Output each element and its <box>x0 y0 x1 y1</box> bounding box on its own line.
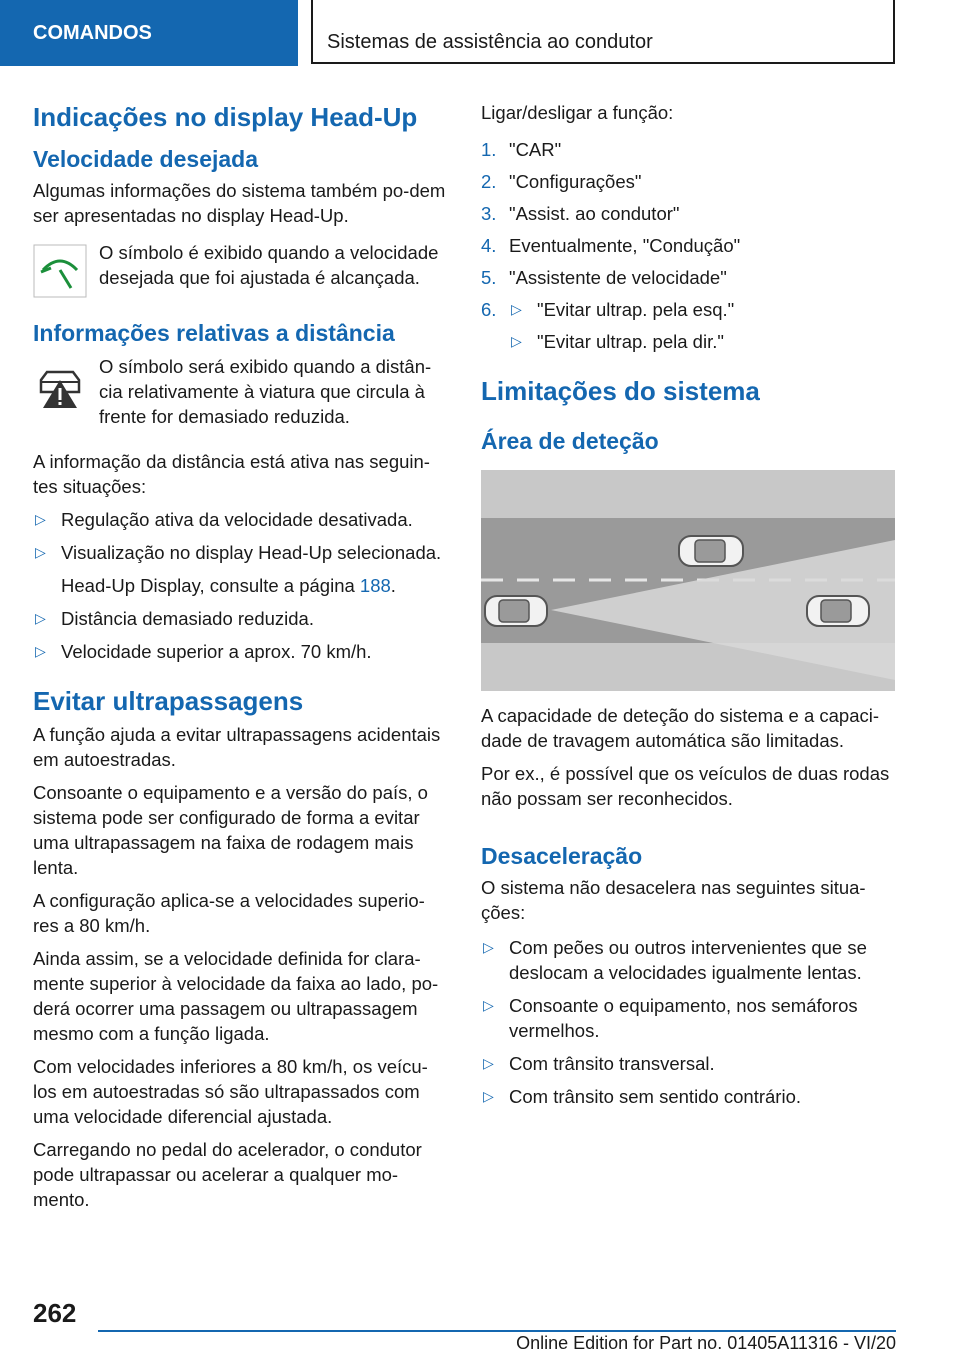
triangle-bullet-icon: ▷ <box>35 610 46 626</box>
heading-limits: Limitações do sistema <box>481 376 760 406</box>
heading-overtake: Evitar ultrapassagens <box>33 686 304 716</box>
heading-distance: Informações relativas a distância <box>33 320 395 346</box>
list-item: ▷ "Evitar ultrap. pela dir." <box>511 331 724 352</box>
deceleration-paragraph: O sistema não desacelera nas seguintes situa-ções: <box>481 877 866 923</box>
triangle-bullet-icon: ▷ <box>483 939 494 955</box>
triangle-bullet-icon: ▷ <box>511 301 522 317</box>
car-icon <box>485 596 547 626</box>
heading-detection-area: Área de deteção <box>481 428 659 454</box>
heading-deceleration: Desaceleração <box>481 843 643 869</box>
speed-icon-row <box>33 240 447 298</box>
deceleration-list <box>481 935 895 1109</box>
detection-paragraph: Por ex., é possível que os veículos de duas rodas não possam ser reconhecidos. <box>481 763 890 809</box>
list-item: ▷ Consoante o equipamento, nos semáforos vermelhos. <box>483 995 858 1041</box>
header-chapter: Sistemas de assistência ao condutor <box>311 0 895 64</box>
see-reference: Head-Up Display, consulte a página 188. <box>61 575 396 596</box>
triangle-bullet-icon: ▷ <box>511 333 522 349</box>
list-item: ▷ Com peões ou outros intervenientes que se deslocam a velocidades igualmente lentas. <box>483 937 867 983</box>
speedometer-icon <box>33 244 87 298</box>
list-item: 4. Eventualmente, "Condução" <box>481 235 741 256</box>
list-item: 1. "CAR" <box>481 139 562 160</box>
list-item: 6. ▷ "Evitar ultrap. pela esq." <box>481 299 735 320</box>
car-icon <box>807 596 869 626</box>
overtake-paragraph: Ainda assim, se a velocidade definida for clara-mente superior à velocidade da faixa ao lado, po-derá ocorrer uma passagem ou ultrapassagem mesmo com a função ligada. <box>33 948 439 1044</box>
header-section: COMANDOS <box>0 0 298 66</box>
detection-paragraph: A capacidade de deteção do sistema e a capaci-dade de travagem automática são limitadas. <box>481 705 880 751</box>
heading-desired-speed: Velocidade desejada <box>33 146 259 172</box>
distance-icon-text: O símbolo será exibido quando a distân-cia relativamente à viatura que circula à frente for demasiado reduzida. <box>99 356 432 427</box>
triangle-bullet-icon: ▷ <box>35 643 46 659</box>
speed-paragraph: Algumas informações do sistema também po-dem ser apresentadas no display Head-Up. <box>33 180 446 226</box>
overtake-paragraph: A função ajuda a evitar ultrapassagens acidentais em autoestradas. <box>33 724 441 770</box>
left-column <box>33 100 447 1220</box>
list-item: ▷ Com trânsito sem sentido contrário. <box>483 1086 802 1107</box>
list-item: 3. "Assist. ao condutor" <box>481 203 680 224</box>
overtake-paragraph: A configuração aplica-se a velocidades superio-res a 80 km/h. <box>33 890 425 936</box>
right-column <box>481 100 895 1117</box>
distance-warning-icon <box>33 358 87 412</box>
page-number: 262 <box>33 1298 77 1328</box>
triangle-bullet-icon: ▷ <box>483 1088 494 1104</box>
overtake-paragraph: Consoante o equipamento e a versão do país, o sistema pode ser configurado de forma a evitar uma ultrapassagem na faixa de rodagem mais lenta. <box>33 782 428 878</box>
footer-edition: Online Edition for Part no. 01405A11316 - VI/20 <box>516 1333 896 1353</box>
list-item: ▷ Velocidade superior a aprox. 70 km/h. <box>35 641 372 662</box>
overtake-paragraph: Com velocidades inferiores a 80 km/h, os veícu-los em autoestradas só são ultrapassados com uma velocidade diferencial ajustada. <box>33 1056 428 1127</box>
list-item: ▷ Visualização no display Head-Up selecionada. <box>35 542 442 563</box>
triangle-bullet-icon: ▷ <box>483 1055 494 1071</box>
list-item: 2. "Configurações" <box>481 171 642 192</box>
list-item: ▷ Regulação ativa da velocidade desativada. <box>35 509 413 530</box>
triangle-bullet-icon: ▷ <box>483 997 494 1013</box>
detection-area-diagram <box>481 470 895 691</box>
distance-conditions-list <box>33 507 447 664</box>
triangle-bullet-icon: ▷ <box>35 544 46 560</box>
page-link[interactable]: 188 <box>359 575 391 596</box>
toggle-steps-list <box>481 137 895 354</box>
distance-icon-row <box>33 354 447 429</box>
car-icon <box>679 536 743 566</box>
heading-hud: Indicações no display Head-Up <box>33 102 418 132</box>
list-item: 5. "Assistente de velocidade" <box>481 267 727 288</box>
overtake-paragraph: Carregando no pedal do acelerador, o condutor pode ultrapassar ou acelerar a qualquer mo-mento. <box>33 1139 422 1210</box>
toggle-intro: Ligar/desligar a função: <box>481 102 674 123</box>
list-item: ▷ Distância demasiado reduzida. <box>35 608 314 629</box>
distance-paragraph: A informação da distância está ativa nas seguin-tes situações: <box>33 451 430 497</box>
list-item: ▷ Com trânsito transversal. <box>483 1053 715 1074</box>
speed-icon-text: O símbolo é exibido quando a velocidade desejada que foi ajustada é alcançada. <box>99 242 439 288</box>
footer-divider <box>98 1330 896 1332</box>
triangle-bullet-icon: ▷ <box>35 511 46 527</box>
